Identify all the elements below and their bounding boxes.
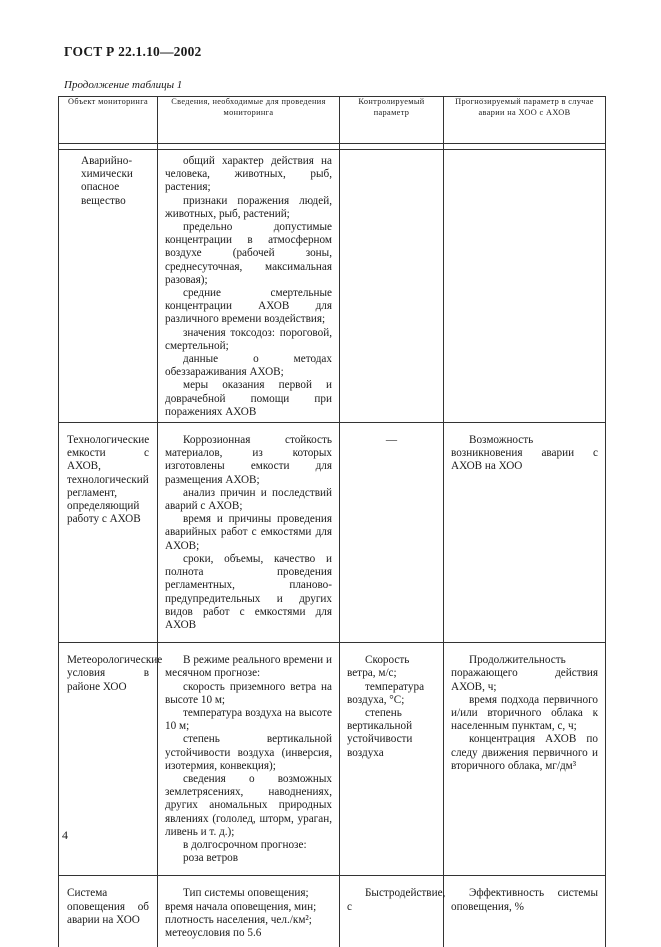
info-line: в долгосрочном прогнозе: [183, 838, 307, 851]
cell-controlled [340, 654, 443, 760]
document-header: ГОСТ Р 22.1.10—2002 [64, 44, 202, 59]
monitoring-table [58, 96, 606, 947]
controlled-line: степень вертикальной устойчивости воздуха [347, 706, 413, 759]
cell-info [158, 887, 339, 940]
cell-forecast: Эффективность системы оповещения, % [451, 887, 598, 913]
page-number: 4 [62, 828, 68, 842]
info-line: сроки, объемы, качество и полнота проведения регламентных, планово-предупредительных и других видов работ с емкостями для АХОВ [165, 552, 332, 631]
info-line: метеоусловия по 5.6 [165, 926, 262, 939]
info-line: предельно допустимые концентрации в атмосферном воздухе (рабочей зоны, среднесуточная, максимальная разовая); [165, 221, 332, 286]
column-header-object: Объект мониторинга [59, 97, 158, 144]
table-row [59, 150, 606, 423]
cell-object: Система оповещения об аварии на ХОО [67, 887, 149, 926]
column-header-controlled: Контролируемый параметр [340, 97, 444, 144]
cell-info [158, 155, 339, 419]
info-line: Тип системы оповещения; [183, 887, 309, 900]
table-row [59, 643, 606, 876]
info-line: время начала оповещения, мин; [165, 900, 317, 913]
cell-object: Аварийно-химически опасное вещество [81, 155, 133, 207]
controlled-line: температура воздуха, °С; [347, 680, 425, 706]
cell-forecast: Возможность возникновения аварии с АХОВ на ХОО [451, 434, 598, 473]
controlled-line: Скорость ветра, м/с; [347, 654, 410, 680]
info-line: плотность населения, чел./км²; [165, 913, 312, 926]
cell-object: Технологические емкости с АХОВ, технологический регламент, определяющий работу с АХОВ [67, 434, 150, 526]
table-header-row [59, 97, 606, 144]
table-caption: Продолжение таблицы 1 [64, 79, 183, 91]
info-line: степень вертикальной устойчивости воздуха (инверсия, изотермия, конвекция); [165, 733, 332, 772]
table-row [59, 876, 606, 947]
cell-forecast [444, 654, 605, 773]
info-line: общий характер действия на человека, животных, рыб, растения; [165, 155, 332, 194]
forecast-line: концентрация АХОВ по следу движения первичного и вторичного облака, мг/дм³ [451, 733, 598, 772]
cell-info [158, 434, 339, 632]
info-line: данные о методах обеззараживания АХОВ; [165, 353, 332, 379]
table-row [59, 423, 606, 643]
cell-controlled: — [385, 434, 398, 447]
forecast-line: время подхода первичного и/или вторичного облака к населенным пунктам, с, ч; [451, 693, 598, 733]
info-line: меры оказания первой и доврачебной помощи при поражениях АХОВ [165, 379, 332, 418]
info-line: значения токсодоз: пороговой, смертельной; [165, 326, 332, 352]
info-line: скорость приземного ветра на высоте 10 м; [165, 680, 332, 706]
info-line: анализ причин и последствий аварий с АХОВ; [165, 486, 332, 513]
info-line: температура воздуха на высоте 10 м; [165, 706, 332, 733]
column-header-forecast: Прогнозируемый параметр в случае аварии на ХОО с АХОВ [444, 97, 606, 144]
cell-controlled: Быстродействие, с [347, 887, 446, 913]
info-line: Коррозионная стойкость материалов, из которых изготовлены емкости для размещения АХОВ; [165, 434, 332, 486]
info-line: В режиме реального времени и месячном прогнозе: [165, 654, 332, 680]
info-line: признаки поражения людей, животных, рыб, растений; [165, 194, 332, 220]
forecast-line: Продолжительность поражающего действия АХОВ, ч; [451, 654, 598, 693]
info-line: сведения о возможных землетрясениях, наводнениях, других аномальных природных явлениях (гололед, шторм, ураган, ливень и т. д.); [165, 772, 332, 838]
column-header-info: Сведения, необходимые для проведения мониторинга [158, 97, 340, 144]
cell-info [158, 654, 339, 865]
info-line: средние смертельные концентрации АХОВ для различного времени воздействия; [165, 287, 332, 326]
cell-object: Метеорологические условия в районе ХОО [67, 654, 163, 693]
info-line: роза ветров [183, 852, 239, 865]
info-line: время и причины проведения аварийных работ с емкостями для АХОВ; [165, 513, 332, 552]
